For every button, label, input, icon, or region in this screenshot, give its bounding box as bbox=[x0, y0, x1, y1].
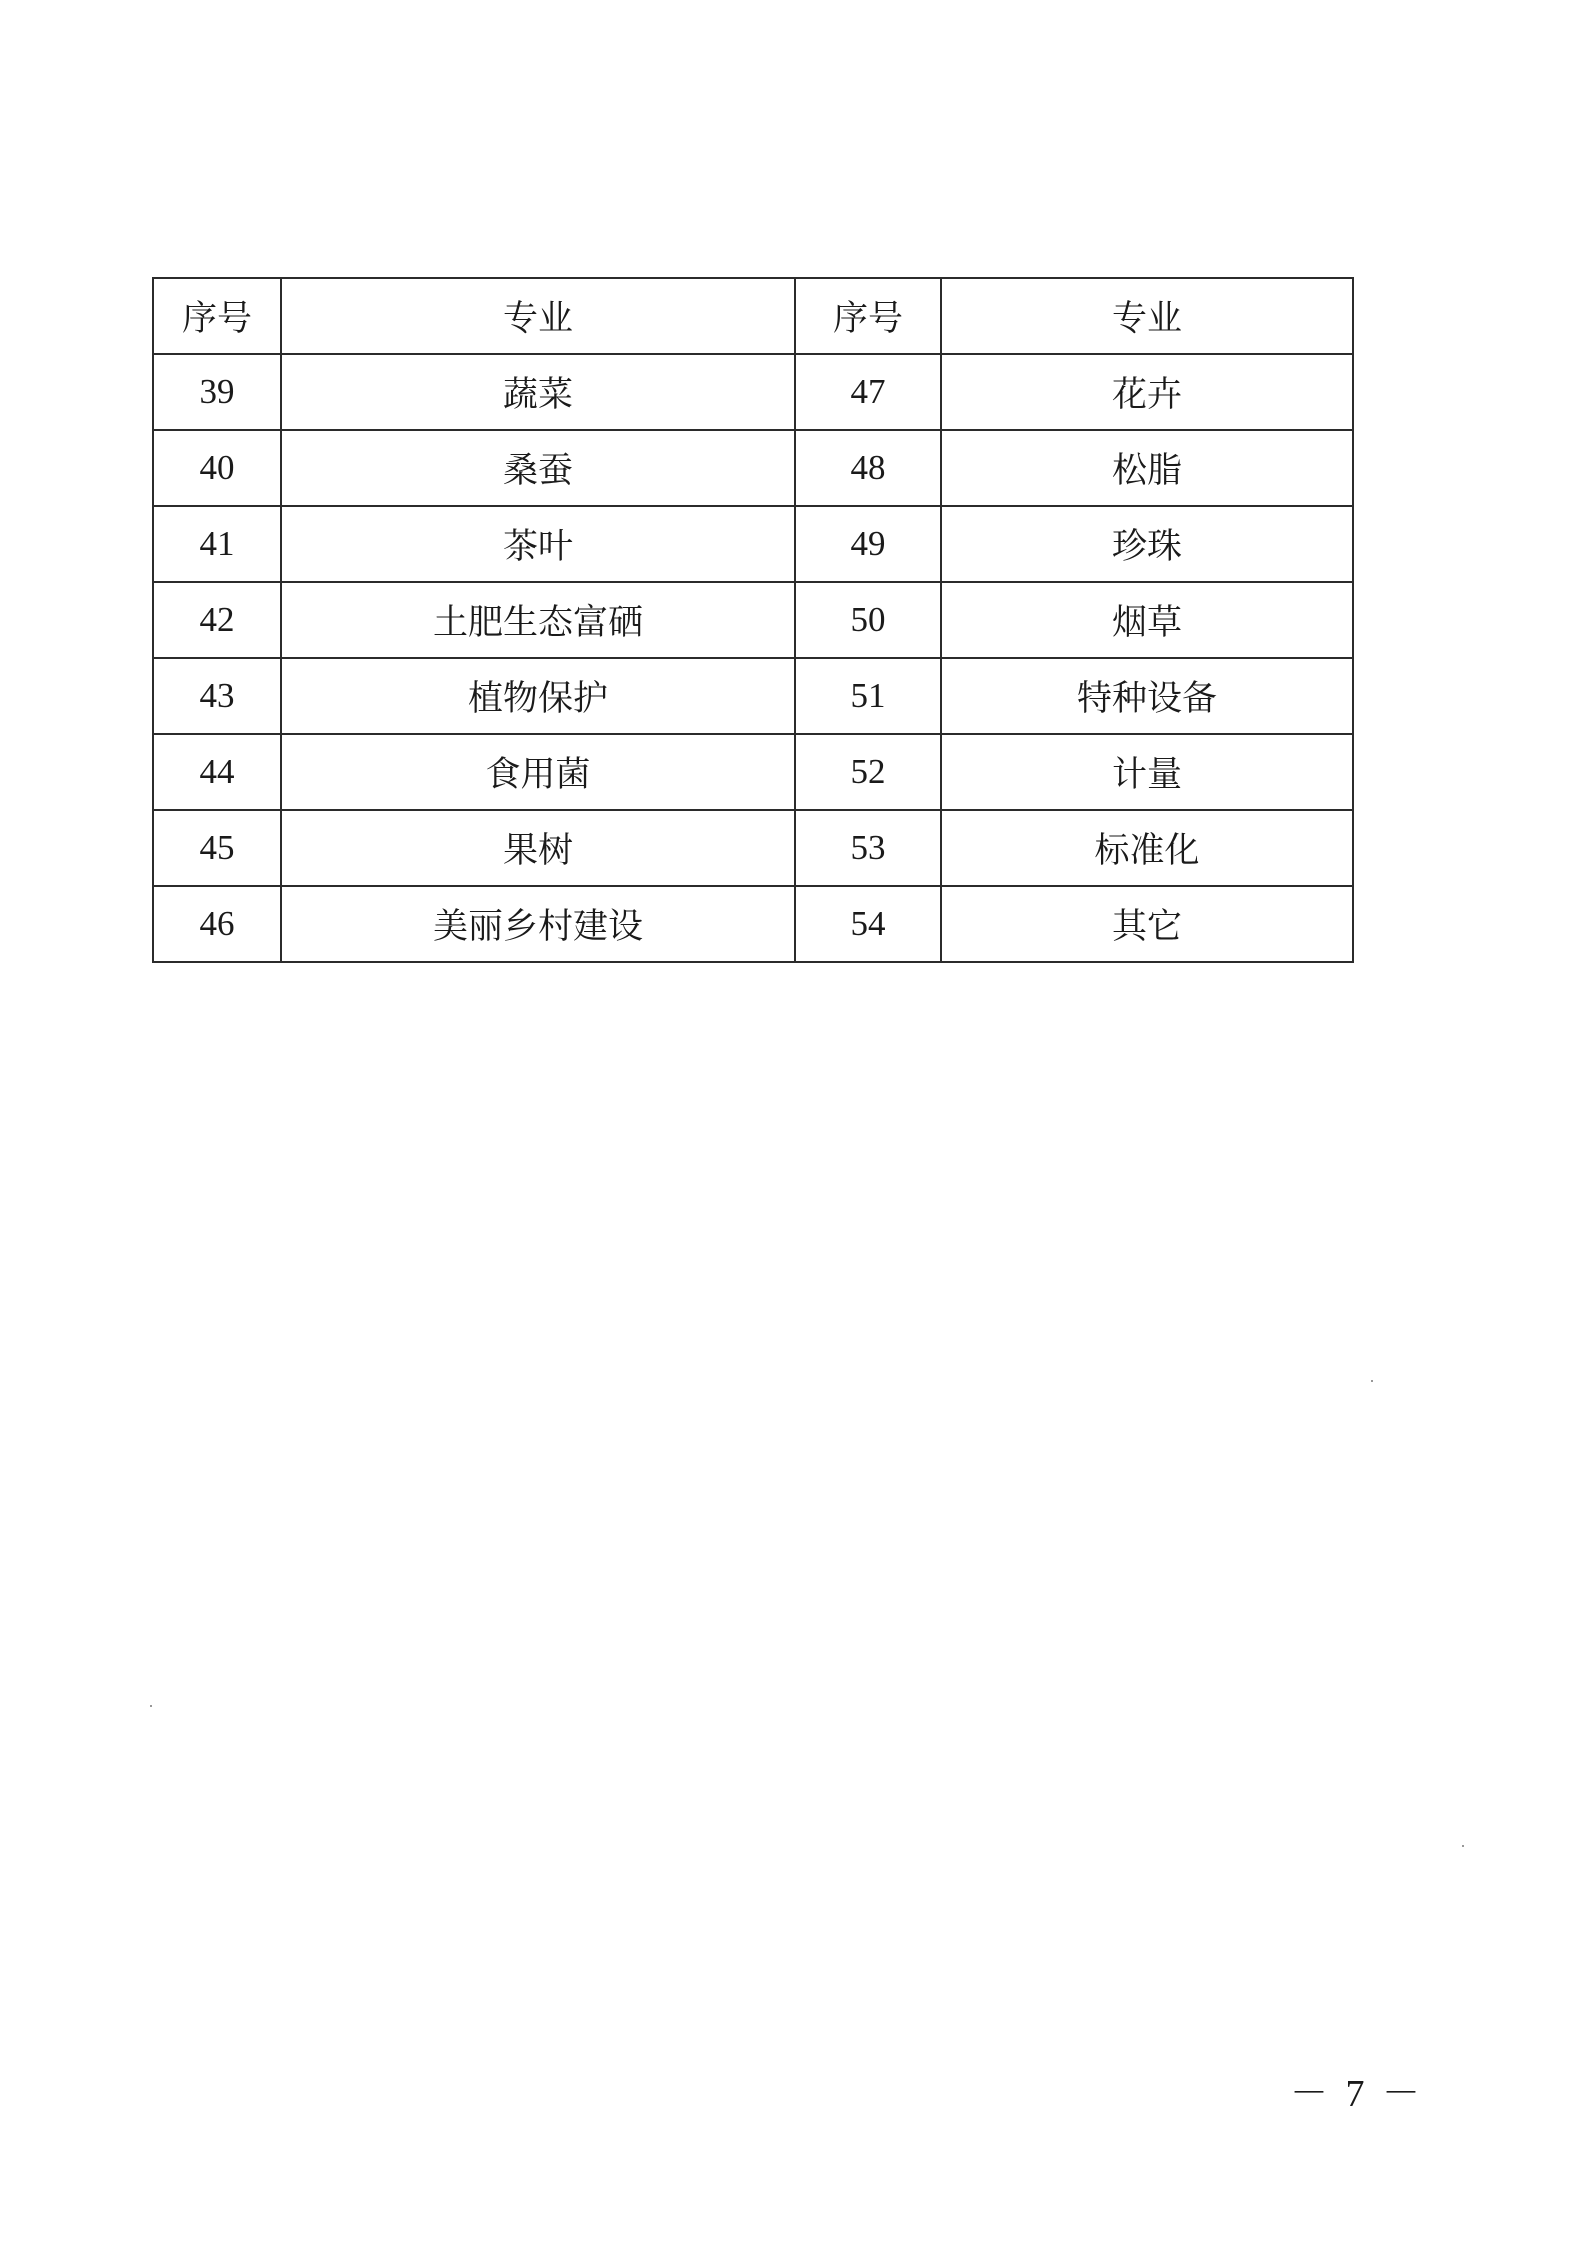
serial-cell: 48 bbox=[795, 430, 941, 506]
table-row bbox=[153, 810, 1353, 886]
table-row bbox=[153, 354, 1353, 430]
table-row bbox=[153, 658, 1353, 734]
serial-cell: 44 bbox=[153, 734, 281, 810]
table-header-row bbox=[153, 278, 1353, 354]
header-specialty-right: 专业 bbox=[941, 278, 1353, 354]
serial-cell: 47 bbox=[795, 354, 941, 430]
header-serial-right: 序号 bbox=[795, 278, 941, 354]
specialty-table bbox=[152, 277, 1354, 963]
specialty-cell: 土肥生态富硒 bbox=[281, 582, 795, 658]
serial-cell: 45 bbox=[153, 810, 281, 886]
specialty-cell: 特种设备 bbox=[941, 658, 1353, 734]
serial-cell: 54 bbox=[795, 886, 941, 962]
serial-cell: 51 bbox=[795, 658, 941, 734]
header-serial-left: 序号 bbox=[153, 278, 281, 354]
specialty-cell: 蔬菜 bbox=[281, 354, 795, 430]
specialty-cell: 珍珠 bbox=[941, 506, 1353, 582]
serial-cell: 43 bbox=[153, 658, 281, 734]
scan-speck bbox=[1371, 1380, 1373, 1382]
page-number: － 7 － bbox=[1290, 2073, 1425, 2115]
serial-cell: 42 bbox=[153, 582, 281, 658]
specialty-cell: 桑蚕 bbox=[281, 430, 795, 506]
scan-speck bbox=[150, 1705, 152, 1707]
serial-cell: 41 bbox=[153, 506, 281, 582]
specialty-cell: 茶叶 bbox=[281, 506, 795, 582]
serial-cell: 52 bbox=[795, 734, 941, 810]
scan-speck bbox=[1462, 1845, 1464, 1847]
specialty-cell: 花卉 bbox=[941, 354, 1353, 430]
specialty-cell: 松脂 bbox=[941, 430, 1353, 506]
header-specialty-left: 专业 bbox=[281, 278, 795, 354]
serial-cell: 39 bbox=[153, 354, 281, 430]
specialty-cell: 其它 bbox=[941, 886, 1353, 962]
table-row bbox=[153, 430, 1353, 506]
table-row bbox=[153, 886, 1353, 962]
serial-cell: 46 bbox=[153, 886, 281, 962]
specialty-cell: 果树 bbox=[281, 810, 795, 886]
table-row bbox=[153, 734, 1353, 810]
specialty-cell: 烟草 bbox=[941, 582, 1353, 658]
table-row bbox=[153, 506, 1353, 582]
serial-cell: 40 bbox=[153, 430, 281, 506]
serial-cell: 49 bbox=[795, 506, 941, 582]
serial-cell: 50 bbox=[795, 582, 941, 658]
table-row bbox=[153, 582, 1353, 658]
specialty-cell: 计量 bbox=[941, 734, 1353, 810]
specialty-cell: 食用菌 bbox=[281, 734, 795, 810]
specialty-cell: 标准化 bbox=[941, 810, 1353, 886]
specialty-cell: 美丽乡村建设 bbox=[281, 886, 795, 962]
specialty-cell: 植物保护 bbox=[281, 658, 795, 734]
serial-cell: 53 bbox=[795, 810, 941, 886]
